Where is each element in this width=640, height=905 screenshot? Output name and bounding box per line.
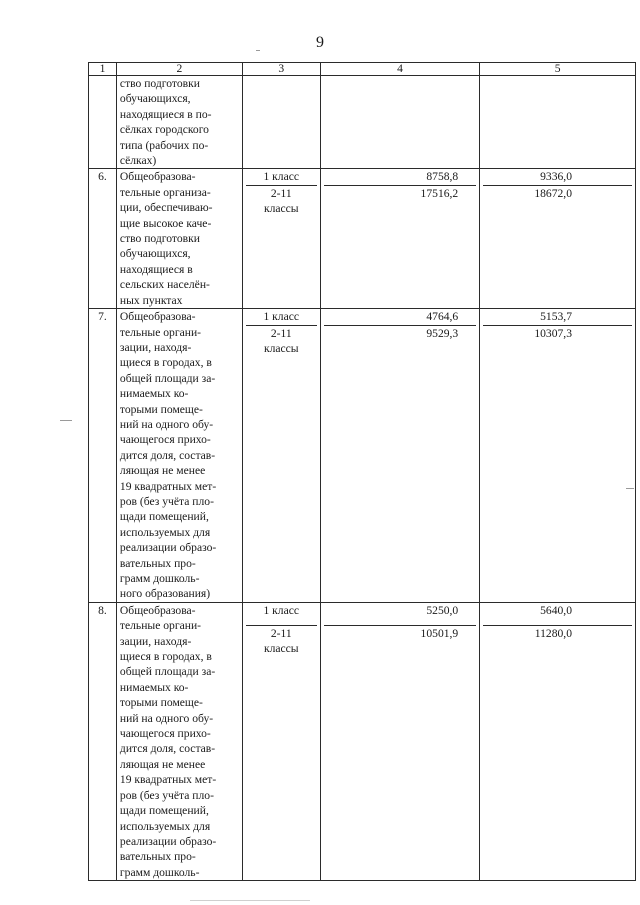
description-line: тельные организа-: [119, 185, 211, 199]
description-line: нимаемых ко-: [119, 680, 189, 694]
cell-value-5: [480, 76, 636, 169]
description-line: ство подготовки: [119, 77, 200, 90]
cell-value-4: [320, 169, 479, 309]
table-row: [89, 169, 636, 309]
class-grades-2-11: 2-11 классы: [263, 626, 299, 656]
description-line: тельные органи-: [119, 325, 202, 339]
description-line: дится доля, состав-: [119, 742, 216, 756]
description-line: Общеобразова-: [119, 603, 196, 617]
class-grade-1: 1 класс: [246, 603, 317, 626]
header-col-2: 2: [116, 63, 242, 76]
cell-num: [89, 76, 117, 169]
header-col-3: 3: [242, 63, 320, 76]
description-line: находящиеся в по-: [119, 107, 212, 121]
tariff-table: [88, 62, 636, 881]
description-line: щие высокое каче-: [119, 216, 212, 230]
table-header-row: [89, 63, 636, 76]
description-line: сёлках): [119, 154, 157, 168]
description-line: ных пунктах: [119, 293, 183, 307]
header-col-5: 5: [480, 63, 636, 76]
cell-description: [116, 602, 242, 880]
description-line: ров (без учёта пло-: [119, 494, 214, 508]
cell-description: [116, 76, 242, 169]
description-line: используемых для: [119, 819, 211, 833]
value-4-grade-1: 4764,6: [324, 309, 476, 325]
value-5-grade-1: 5640,0: [483, 603, 632, 626]
class-grade-1: 1 класс: [246, 309, 317, 325]
description-line: ний на одного обу-: [119, 711, 214, 725]
description-line: обучающихся,: [119, 92, 191, 106]
description-line: ляющая не менее: [119, 464, 206, 478]
description-line: сельских населён-: [119, 278, 210, 292]
description-line: Общеобразова-: [119, 310, 196, 324]
description-line: общей площади за-: [119, 371, 216, 385]
description-line: щади помещений,: [119, 804, 209, 818]
description-line: торыми помеще-: [119, 696, 203, 710]
value-5-grades-2-11: 10307,3: [534, 326, 572, 340]
cell-value-5: [480, 602, 636, 880]
description-line: ного образования): [119, 587, 211, 601]
value-5-grades-2-11: 11280,0: [534, 626, 572, 640]
class-grades-2-11: 2-11 классы: [263, 186, 299, 216]
value-5-grades-2-11: 18672,0: [534, 186, 572, 200]
cell-value-5: [480, 169, 636, 309]
value-5-grade-1: 9336,0: [483, 169, 632, 185]
description-line: Общеобразова-: [119, 170, 196, 184]
table-row: [89, 602, 636, 880]
value-5-grade-1: 5153,7: [483, 309, 632, 325]
value-4-grades-2-11: 17516,2: [420, 186, 459, 200]
scan-speck: [256, 50, 260, 51]
row-number: 8.: [89, 602, 117, 880]
description-line: грамм дошколь-: [119, 865, 200, 879]
description-line: ний на одного обу-: [119, 417, 214, 431]
value-4-grades-2-11: 9529,3: [426, 326, 459, 340]
description-line: чающегося прихо-: [119, 433, 211, 447]
cell-description: [116, 169, 242, 309]
class-grades-2-11: 2-11 классы: [263, 326, 299, 355]
scan-speck: [60, 420, 72, 421]
scan-speck: [626, 488, 634, 489]
cell-class: [242, 169, 320, 309]
description-line: ции, обеспечиваю-: [119, 201, 213, 215]
description-line: дится доля, состав-: [119, 448, 216, 462]
row-number: 6.: [89, 169, 117, 309]
description-line: ляющая не менее: [119, 757, 206, 771]
description-line: используемых для: [119, 525, 211, 539]
description-line: зации, находя-: [119, 634, 192, 648]
description-line: общей площади за-: [119, 665, 216, 679]
value-4-grade-1: 8758,8: [324, 169, 476, 185]
description-line: грамм дошколь-: [119, 572, 200, 585]
table-row: [89, 309, 636, 603]
cell-class: [242, 602, 320, 880]
description-line: зации, находя-: [119, 340, 192, 354]
description-line: щади помещений,: [119, 510, 209, 524]
value-4-grades-2-11: 10501,9: [420, 626, 459, 640]
description-line: сёлках городского: [119, 123, 209, 137]
description-line: щиеся в городах, в: [119, 650, 212, 664]
description-line: 19 квадратных мет-: [119, 479, 217, 493]
description-line: тельные органи-: [119, 619, 202, 633]
cell-value-5: [480, 309, 636, 603]
description-line: щиеся в городах, в: [119, 356, 212, 370]
header-col-4: 4: [320, 63, 479, 76]
description-line: типа (рабочих по-: [119, 138, 209, 152]
class-grade-1: 1 класс: [246, 169, 317, 185]
description-line: реализации образо-: [119, 834, 217, 848]
cell-description: [116, 309, 242, 603]
cell-class: [242, 76, 320, 169]
description-line: находящиеся в: [119, 262, 193, 276]
cell-class: [242, 309, 320, 603]
description-line: нимаемых ко-: [119, 387, 189, 401]
description-line: вательных про-: [119, 556, 196, 570]
description-line: ров (без учёта пло-: [119, 788, 214, 802]
cell-value-4: [320, 309, 479, 603]
description-line: ство подготовки: [119, 232, 200, 246]
cell-value-4: [320, 602, 479, 880]
row-number: 7.: [89, 309, 117, 603]
value-4-grade-1: 5250,0: [324, 603, 476, 626]
scan-speck: [190, 900, 310, 901]
page-number: 9: [316, 34, 324, 51]
description-line: вательных про-: [119, 850, 196, 864]
header-col-1: 1: [89, 63, 117, 76]
cell-value-4: [320, 76, 479, 169]
table-row-continued: [89, 76, 636, 169]
description-line: обучающихся,: [119, 247, 191, 261]
description-line: реализации образо-: [119, 541, 217, 555]
description-line: чающегося прихо-: [119, 727, 211, 741]
description-line: 19 квадратных мет-: [119, 773, 217, 787]
description-line: торыми помеще-: [119, 402, 203, 416]
